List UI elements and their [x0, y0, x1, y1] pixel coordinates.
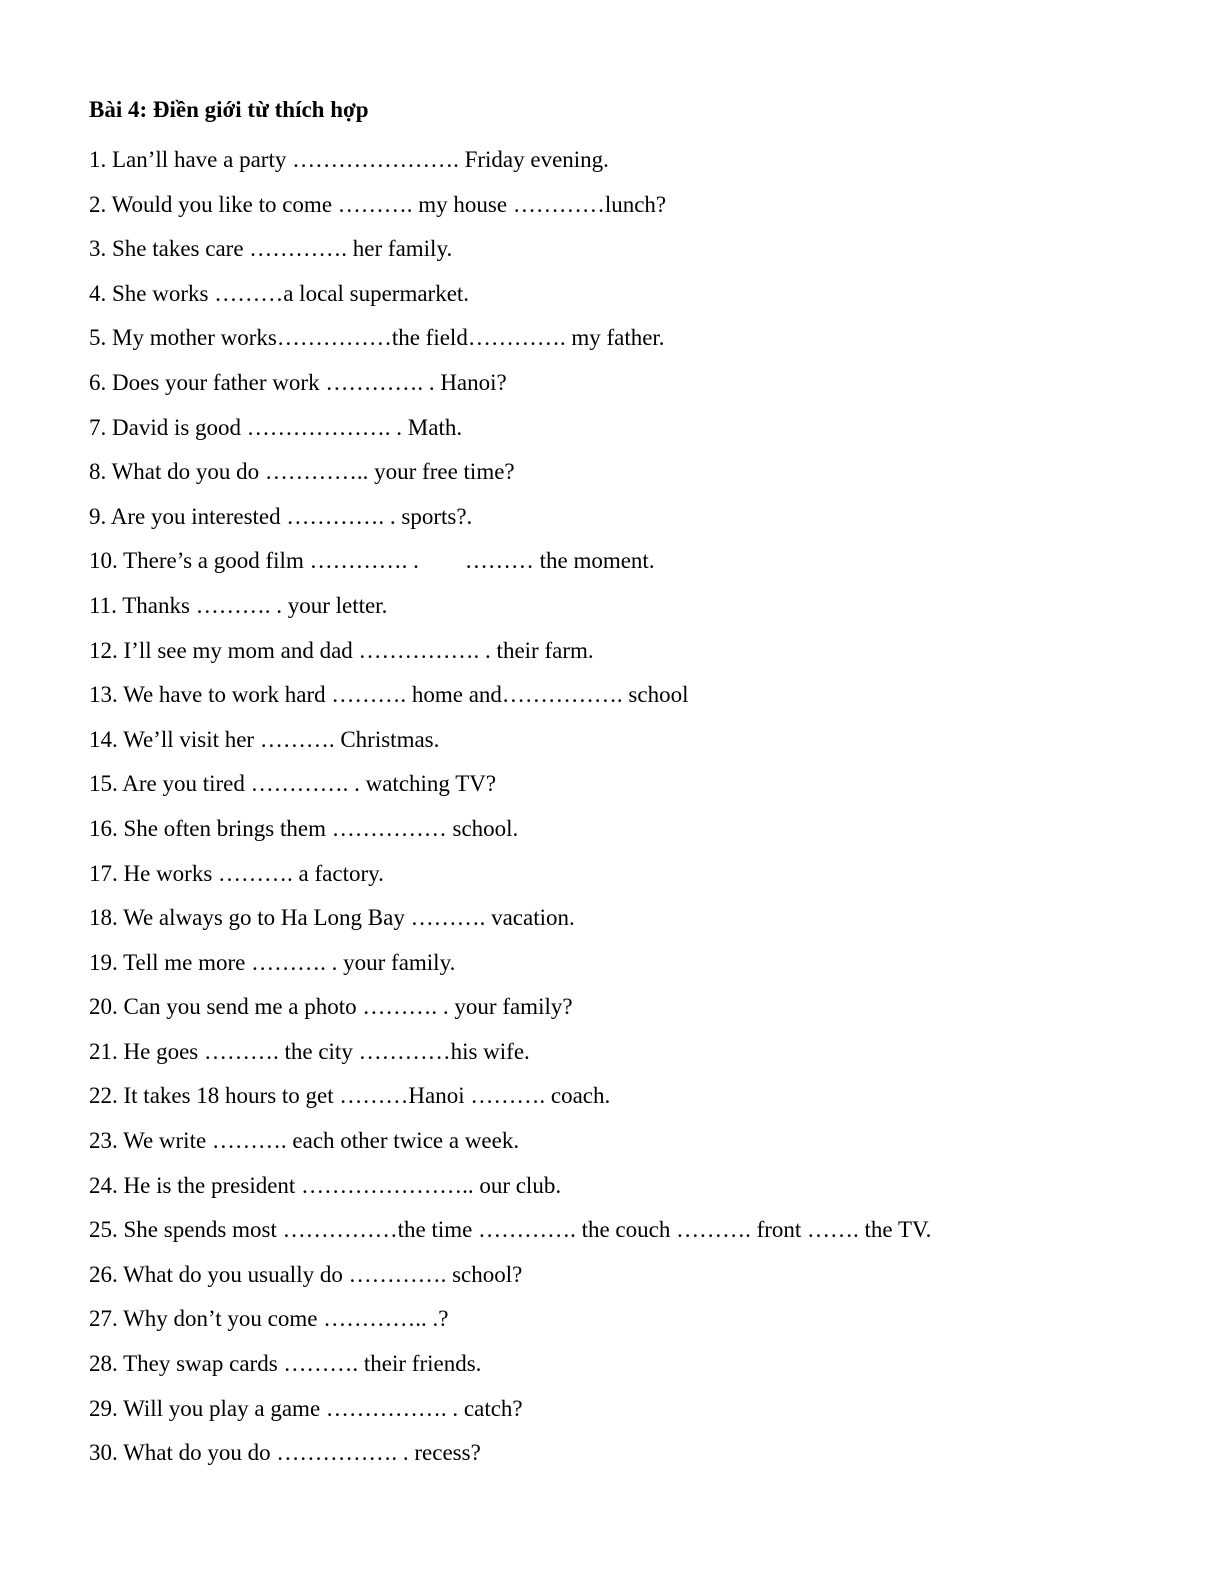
- exercise-item: 8. What do you do ………….. your free time?: [89, 459, 515, 485]
- exercise-item: 6. Does your father work …………. . Hanoi?: [89, 369, 507, 395]
- exercise-item: 21. He goes ………. the city …………his wife.: [89, 1038, 530, 1064]
- exercise-item: 18. We always go to Ha Long Bay ………. vacation.: [89, 905, 575, 931]
- exercise-list: [89, 138, 931, 1476]
- exercise-item: 23. We write ………. each other twice a week.: [89, 1128, 520, 1154]
- exercise-item: 15. Are you tired …………. . watching TV?: [89, 771, 497, 797]
- exercise-item: 29. Will you play a game ……………. . catch?: [89, 1395, 523, 1421]
- exercise-item: 14. We’ll visit her ………. Christmas.: [89, 726, 440, 752]
- exercise-item: 26. What do you usually do …………. school?: [89, 1261, 523, 1287]
- exercise-item: 30. What do you do ……………. . recess?: [89, 1440, 481, 1466]
- exercise-item: 28. They swap cards ………. their friends.: [89, 1351, 482, 1377]
- exercise-item: 12. I’ll see my mom and dad ……………. . their farm.: [89, 637, 594, 663]
- exercise-item: 22. It takes 18 hours to get ………Hanoi ………. coach.: [89, 1083, 611, 1109]
- exercise-item: 10. There’s a good film …………. . ……… the moment.: [89, 548, 655, 574]
- exercise-item: 13. We have to work hard ………. home and……………. school: [89, 682, 689, 708]
- exercise-item: 2. Would you like to come ………. my house …………lunch?: [89, 191, 667, 217]
- exercise-item: 11. Thanks ………. . your letter.: [89, 592, 388, 618]
- exercise-item: 1. Lan’ll have a party …………………. Friday evening.: [89, 147, 609, 172]
- exercise-item: 20. Can you send me a photo ………. . your family?: [89, 994, 573, 1020]
- exercise-item: 5. My mother works……………the field…………. my father.: [89, 325, 665, 351]
- exercise-item: 4. She works ………a local supermarket.: [89, 280, 470, 306]
- exercise-title: Bài 4: Điền giới từ thích hợp: [89, 97, 369, 122]
- exercise-item: 19. Tell me more ………. . your family.: [89, 949, 456, 975]
- exercise-item: 27. Why don’t you come ………….. .?: [89, 1306, 449, 1332]
- exercise-item: 3. She takes care …………. her family.: [89, 236, 453, 262]
- exercise-item: 7. David is good ………………. . Math.: [89, 414, 463, 440]
- exercise-item: 9. Are you interested …………. . sports?.: [89, 503, 473, 529]
- exercise-item: 16. She often brings them …………… school.: [89, 815, 519, 841]
- exercise-item: 25. She spends most ……………the time …………. the couch ………. front ……. the TV.: [89, 1217, 932, 1243]
- exercise-item: 17. He works ………. a factory.: [89, 860, 384, 886]
- exercise-item: 24. He is the president ………………….. our club.: [89, 1172, 562, 1198]
